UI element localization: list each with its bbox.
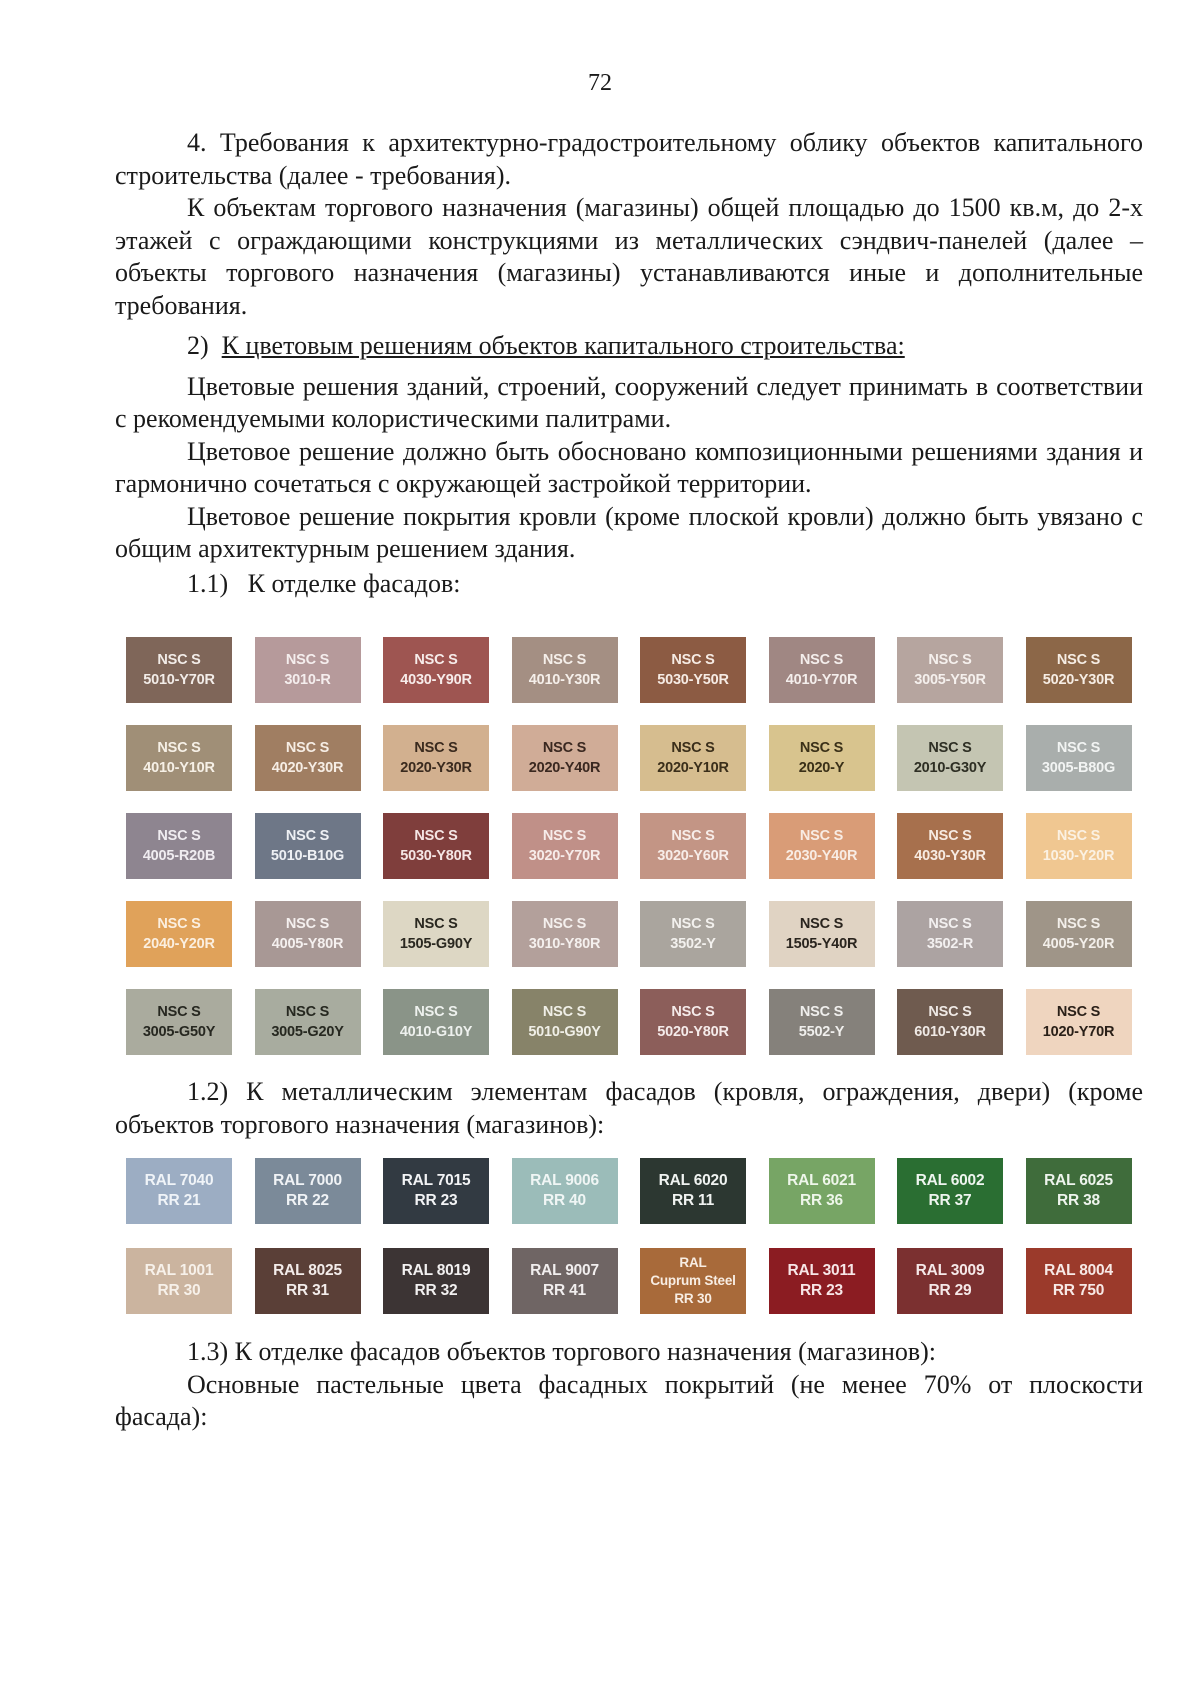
section-1-1-heading: 1.1) К отделке фасадов:: [187, 568, 461, 598]
ral-color-swatch: [383, 1248, 489, 1314]
swatch-label-line2: 2020-Y30R: [400, 760, 472, 776]
swatch-label-line2: 4010-G10Y: [399, 1024, 473, 1040]
swatch-label-line1: NSC S: [285, 916, 330, 932]
ral-color-swatch: [126, 1248, 232, 1314]
nsc-color-swatch: [383, 901, 489, 967]
swatch-label-line1: NSC S: [285, 1004, 330, 1020]
swatch-label-line2: RR 37: [928, 1192, 972, 1209]
swatch-label-line2: 2020-Y40R: [528, 760, 601, 776]
nsc-color-swatch: [1026, 725, 1132, 791]
swatch-label-line1: NSC S: [414, 1004, 458, 1020]
swatch-label-line1: NSC S: [1056, 828, 1101, 844]
swatch-label-line2: RR 750: [1052, 1282, 1105, 1299]
swatch-label-line1: NSC S: [671, 652, 715, 668]
nsc-color-swatch: [640, 813, 746, 879]
nsc-color-swatch: [255, 901, 361, 967]
swatch-label-line1: RAL 6002: [915, 1172, 985, 1189]
swatch-label-line2: RR 29: [928, 1282, 972, 1299]
section-4-text: [115, 127, 1143, 600]
nsc-color-swatch: [255, 637, 361, 703]
section-2-heading: [115, 330, 1143, 363]
swatch-label-line1: NSC S: [1056, 652, 1101, 668]
swatch-label-line2: 3005-G50Y: [142, 1024, 216, 1040]
swatch-label-line2: 4020-Y30R: [271, 760, 344, 776]
ral-color-swatch: [512, 1248, 618, 1314]
ral-color-palette: [126, 1158, 1132, 1314]
swatch-label-line2: 3005-Y50R: [914, 672, 986, 688]
nsc-color-swatch: [640, 637, 746, 703]
swatch-label-line2: RR 36: [800, 1192, 843, 1209]
swatch-label-line1: NSC S: [542, 828, 587, 844]
nsc-color-swatch: [640, 725, 746, 791]
swatch-label-line2: RR 30: [157, 1282, 201, 1299]
swatch-label-line2: 4030-Y30R: [914, 848, 986, 864]
section-2-number: 2): [187, 331, 209, 360]
nsc-color-swatch: [255, 813, 361, 879]
nsc-color-swatch: [897, 813, 1003, 879]
swatch-label-line1: NSC S: [671, 740, 715, 756]
swatch-label-line2: RR 22: [286, 1192, 329, 1209]
nsc-color-swatch: [1026, 989, 1132, 1055]
swatch-label-line1: NSC S: [928, 916, 972, 932]
swatch-label-line2: 5030-Y50R: [657, 672, 729, 688]
swatch-label-line2: RR 23: [800, 1282, 843, 1299]
swatch-label-line1: NSC S: [1056, 1004, 1101, 1020]
nsc-color-swatch: [897, 989, 1003, 1055]
swatch-label-line1: NSC S: [799, 652, 844, 668]
swatch-label-line2: Cuprum Steel: [650, 1273, 736, 1288]
nsc-color-swatch: [769, 989, 875, 1055]
nsc-color-swatch: [769, 637, 875, 703]
swatch-label-line2: RR 11: [671, 1192, 715, 1209]
swatch-label-line2: 2040-Y20R: [143, 936, 215, 952]
swatch-label-line1: RAL 3011: [787, 1262, 856, 1279]
nsc-color-swatch: [126, 813, 232, 879]
swatch-label-line2: RR 41: [543, 1282, 586, 1299]
swatch-label-line2: 3020-Y70R: [528, 848, 601, 864]
swatch-label-line1: RAL 9007: [530, 1262, 599, 1279]
nsc-color-swatch: [640, 901, 746, 967]
swatch-label-line1: NSC S: [414, 916, 458, 932]
nsc-color-swatch: [769, 813, 875, 879]
swatch-label-line2: 3502-Y: [670, 936, 716, 952]
swatch-label-line1: NSC S: [799, 740, 844, 756]
swatch-label-line1: RAL 3009: [915, 1262, 985, 1279]
ral-color-swatch: [897, 1158, 1003, 1224]
swatch-label-line2: 3010-Y80R: [528, 936, 601, 952]
nsc-color-swatch: [126, 725, 232, 791]
nsc-color-swatch: [512, 637, 618, 703]
swatch-label-line1: NSC S: [285, 828, 330, 844]
nsc-color-swatch: [383, 989, 489, 1055]
swatch-label-line2: 4010-Y10R: [143, 760, 215, 776]
nsc-color-swatch: [512, 725, 618, 791]
trade-objects-paragraph: К объектам торгового назначения (магазины) общей площадью до 1500 кв.м, до 2-х этажей с ограждающими конструкциями из металлических сэндвич-панелей (далее – объекты торгового назначения (магазины) устанавливаются иные и дополнительные требования.: [115, 193, 1143, 320]
swatch-label-line2: 4010-Y70R: [785, 672, 858, 688]
swatch-label-line1: NSC S: [799, 916, 844, 932]
swatch-label-line1: NSC S: [1056, 916, 1101, 932]
swatch-label-line1: NSC S: [414, 652, 458, 668]
swatch-label-line1: NSC S: [542, 652, 587, 668]
swatch-label-line1: RAL 7040: [144, 1172, 214, 1189]
ral-color-swatch: [126, 1158, 232, 1224]
nsc-color-swatch: [1026, 901, 1132, 967]
color-paragraph-1: Цветовые решения зданий, строений, сооружений следует принимать в соответствии с рекомендуемыми колористическими палитрами.: [115, 371, 1143, 433]
swatch-label-line2: 5030-Y80R: [400, 848, 472, 864]
swatch-label-line2: 3010-R: [284, 672, 331, 688]
swatch-label-line1: RAL 8019: [401, 1262, 471, 1279]
swatch-label-line1: NSC S: [1056, 740, 1101, 756]
nsc-color-palette: [126, 637, 1132, 1055]
section-2-title: К цветовым решениям объектов капитального строительства:: [221, 331, 905, 360]
swatch-label-line2: 5020-Y30R: [1042, 672, 1115, 688]
swatch-label-line2: 1505-G90Y: [399, 936, 473, 952]
swatch-label-line1: RAL: [679, 1255, 707, 1270]
swatch-label-line1: NSC S: [157, 652, 201, 668]
ral-color-swatch: [640, 1248, 746, 1314]
swatch-label-line1: RAL 7015: [401, 1172, 471, 1189]
section-1-3-text: [115, 1336, 1143, 1434]
section-4-heading: 4. Требования к архитектурно-градостроительному облику объектов капитального строительства (далее - требования).: [115, 128, 1143, 190]
swatch-label-line1: NSC S: [671, 916, 715, 932]
swatch-label-line2: 4030-Y90R: [400, 672, 472, 688]
nsc-color-swatch: [126, 901, 232, 967]
swatch-label-line1: NSC S: [928, 740, 972, 756]
color-paragraph-2: Цветовое решение должно быть обосновано композиционными решениями здания и гармонично сочетаться с окружающей застройкой территории.: [115, 436, 1143, 498]
pastel-colors-paragraph: Основные пастельные цвета фасадных покрытий (не менее 70% от плоскости фасада):: [115, 1369, 1143, 1431]
nsc-color-swatch: [769, 725, 875, 791]
ral-color-swatch: [769, 1248, 875, 1314]
color-paragraph-3: Цветовое решение покрытия кровли (кроме плоской кровли) должно быть увязано с общим архитектурным решением здания.: [115, 501, 1143, 563]
swatch-label-line2: 1030-Y20R: [1042, 848, 1115, 864]
nsc-color-swatch: [255, 989, 361, 1055]
nsc-color-swatch: [769, 901, 875, 967]
ral-color-swatch: [255, 1158, 361, 1224]
nsc-color-swatch: [897, 637, 1003, 703]
section-1-2-heading: 1.2) К металлическим элементам фасадов (кровля, ограждения, двери) (кроме объектов торгового назначения (магазинов):: [115, 1077, 1143, 1139]
swatch-label-line2: 3020-Y60R: [657, 848, 729, 864]
nsc-color-swatch: [640, 989, 746, 1055]
nsc-color-swatch: [126, 637, 232, 703]
swatch-label-line1: NSC S: [414, 828, 458, 844]
nsc-color-swatch: [255, 725, 361, 791]
swatch-label-line3: RR 30: [674, 1291, 712, 1306]
swatch-label-line1: NSC S: [542, 740, 587, 756]
swatch-label-line2: 2010-G30Y: [913, 760, 987, 776]
swatch-label-line2: 3005-G20Y: [271, 1024, 344, 1040]
ral-color-swatch: [640, 1158, 746, 1224]
ral-color-swatch: [769, 1158, 875, 1224]
swatch-label-line2: RR 32: [414, 1282, 458, 1299]
swatch-label-line2: 4010-Y30R: [528, 672, 601, 688]
swatch-label-line2: 4005-Y80R: [271, 936, 344, 952]
swatch-label-line1: RAL 6021: [787, 1172, 856, 1189]
swatch-label-line2: RR 21: [157, 1192, 201, 1209]
nsc-color-swatch: [512, 813, 618, 879]
swatch-label-line2: 6010-Y30R: [914, 1024, 986, 1040]
swatch-label-line1: NSC S: [799, 828, 844, 844]
swatch-label-line1: NSC S: [671, 1004, 715, 1020]
swatch-label-line2: RR 31: [286, 1282, 329, 1299]
swatch-label-line2: 5010-B10G: [270, 848, 345, 864]
swatch-label-line2: 1020-Y70R: [1042, 1024, 1115, 1040]
swatch-label-line2: 5502-Y: [798, 1024, 845, 1040]
swatch-label-line2: 2020-Y10R: [657, 760, 729, 776]
swatch-label-line1: RAL 9006: [530, 1172, 599, 1189]
swatch-label-line1: RAL 7000: [273, 1172, 342, 1189]
swatch-label-line2: 5010-Y70R: [143, 672, 215, 688]
swatch-label-line2: RR 23: [414, 1192, 458, 1209]
swatch-label-line1: NSC S: [542, 1004, 587, 1020]
swatch-label-line1: NSC S: [157, 916, 201, 932]
swatch-label-line1: NSC S: [542, 916, 587, 932]
nsc-color-swatch: [897, 901, 1003, 967]
ral-color-swatch: [255, 1248, 361, 1314]
swatch-label-line1: NSC S: [285, 740, 330, 756]
swatch-label-line1: NSC S: [285, 652, 330, 668]
swatch-label-line1: NSC S: [157, 1004, 201, 1020]
ral-color-swatch: [1026, 1158, 1132, 1224]
swatch-label-line1: RAL 1001: [144, 1262, 214, 1279]
nsc-color-swatch: [126, 989, 232, 1055]
nsc-color-swatch: [383, 637, 489, 703]
nsc-color-swatch: [1026, 637, 1132, 703]
swatch-label-line1: RAL 8004: [1044, 1262, 1113, 1279]
swatch-label-line2: 2030-Y40R: [785, 848, 858, 864]
page-number: 72: [588, 70, 612, 96]
ral-color-swatch: [1026, 1248, 1132, 1314]
swatch-label-line1: NSC S: [928, 828, 972, 844]
nsc-color-swatch: [512, 901, 618, 967]
swatch-label-line1: NSC S: [928, 1004, 972, 1020]
nsc-color-swatch: [383, 725, 489, 791]
ral-color-swatch: [512, 1158, 618, 1224]
swatch-label-line2: 5010-G90Y: [528, 1024, 601, 1040]
swatch-label-line2: 1505-Y40R: [785, 936, 858, 952]
section-1-2-text: [115, 1076, 1143, 1141]
swatch-label-line1: NSC S: [928, 652, 972, 668]
swatch-label-line2: 2020-Y: [798, 760, 845, 776]
swatch-label-line2: 5020-Y80R: [657, 1024, 729, 1040]
swatch-label-line2: RR 40: [543, 1192, 586, 1209]
swatch-label-line1: NSC S: [414, 740, 458, 756]
swatch-label-line1: RAL 6020: [658, 1172, 728, 1189]
swatch-label-line2: 4005-R20B: [142, 848, 216, 864]
ral-color-swatch: [897, 1248, 1003, 1314]
nsc-color-swatch: [1026, 813, 1132, 879]
swatch-label-line1: RAL 8025: [273, 1262, 342, 1279]
ral-color-swatch: [383, 1158, 489, 1224]
swatch-label-line1: RAL 6025: [1044, 1172, 1113, 1189]
nsc-color-swatch: [383, 813, 489, 879]
swatch-label-line2: 3502-R: [926, 936, 974, 952]
nsc-color-swatch: [512, 989, 618, 1055]
nsc-color-swatch: [897, 725, 1003, 791]
swatch-label-line1: NSC S: [157, 740, 201, 756]
swatch-label-line1: NSC S: [157, 828, 201, 844]
swatch-label-line2: RR 38: [1057, 1192, 1100, 1209]
section-1-3-heading: 1.3) К отделке фасадов объектов торгового назначения (магазинов):: [187, 1337, 937, 1366]
swatch-label-line2: 4005-Y20R: [1042, 936, 1115, 952]
swatch-label-line1: NSC S: [671, 828, 715, 844]
swatch-label-line1: NSC S: [799, 1004, 844, 1020]
swatch-label-line2: 3005-B80G: [1041, 760, 1116, 776]
